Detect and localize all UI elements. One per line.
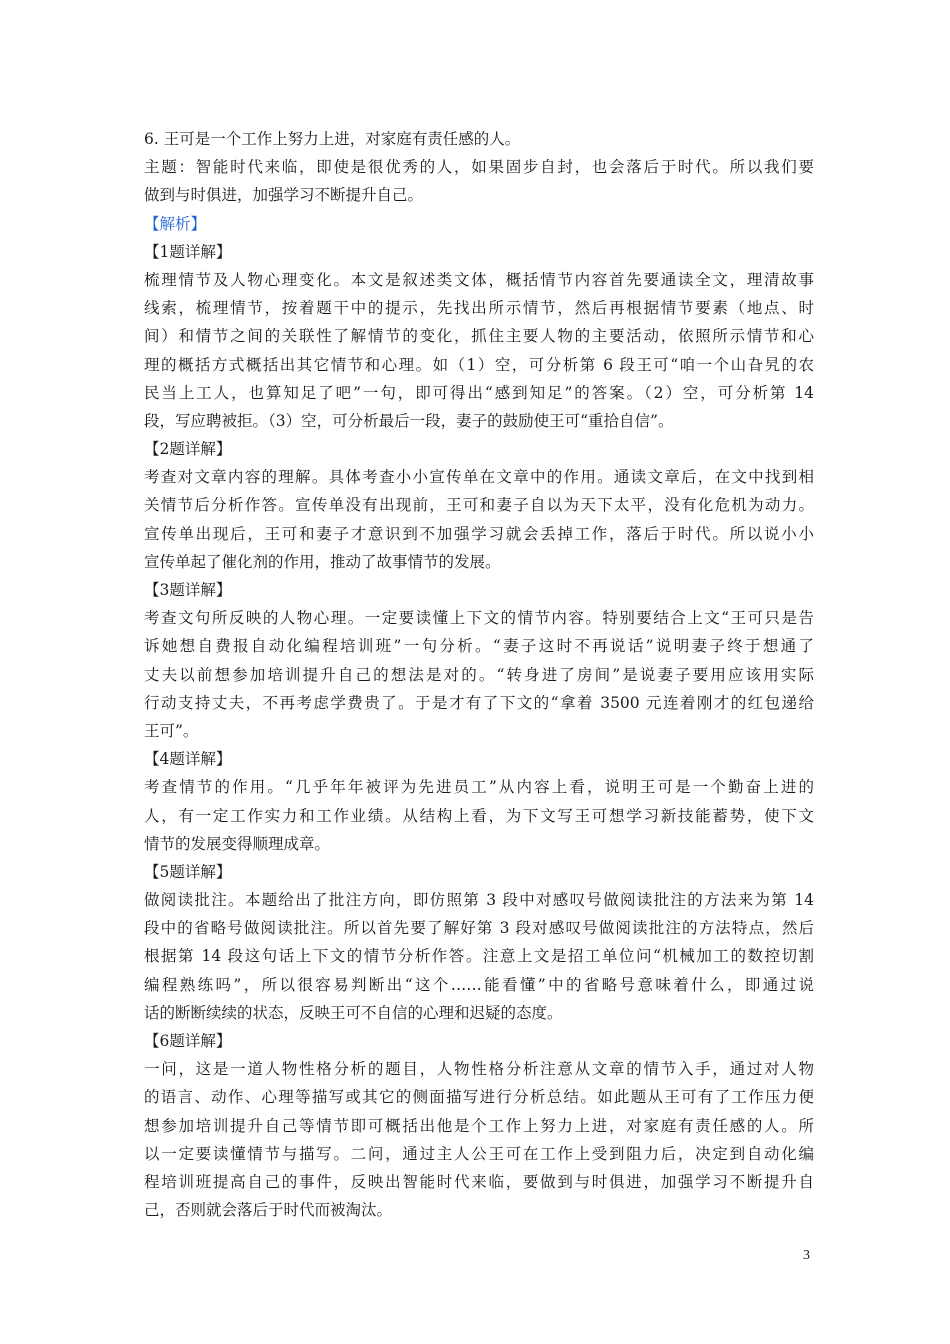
text-line: 的语言、动作、心理等描写或其它的侧面描写进行分析总结。如此题从王可有了工作压力便 [144, 1088, 814, 1107]
text-line: 【2题详解】 [144, 440, 232, 459]
text-line: 根据第 14 段这句话上下文的情节分析作答。注意上文是招工单位问“机械加工的数控切割 [144, 947, 814, 966]
text-line: 诉她想自费报自动化编程培训班”一句分析。“妻子这时不再说话”说明妻子终于想通了 [144, 637, 814, 656]
text-line: 段中的省略号做阅读批注。所以首先要了解好第 3 段对感叹号做阅读批注的方法特点，然后 [144, 919, 814, 938]
text-line: 【5题详解】 [144, 862, 232, 881]
text-line: 人，有一定工作实力和工作业绩。从结构上看，为下文写王可想学习新技能蓄势，使下文 [144, 806, 814, 825]
text-line: 行动支持丈夫，不再考虑学费贵了。于是才有了下文的“拿着 3500 元连着刚才的红包递给 [144, 693, 814, 712]
text-line: 线索，梳理情节，按着题干中的提示，先找出所示情节，然后再根据情节要素（地点、时 [144, 299, 814, 318]
text-line: 民当上工人，也算知足了吧”一句，即可得出“感到知足”的答案。（2）空，可分析第 14 [144, 383, 814, 402]
text-line: 宣传单出现后，王可和妻子才意识到不加强学习就会丢掉工作，落后于时代。所以说小小 [144, 524, 814, 543]
text-line: 想参加培训提升自己等情节即可概括出他是个工作上努力上进，对家庭有责任感的人。所 [144, 1116, 814, 1135]
text-line: 程培训班提高自己的事件，反映出智能时代来临，要做到与时俱进，加强学习不断提升自 [144, 1172, 814, 1191]
text-line: 王可”。 [144, 721, 199, 740]
text-line: 情节的发展变得顺理成章。 [144, 834, 331, 853]
text-line: 一问，这是一道人物性格分析的题目，人物性格分析注意从文章的情节入手，通过对人物 [144, 1060, 814, 1079]
text-line: 【1题详解】 [144, 242, 232, 261]
text-line: 话的断断续续的状态，反映王可不自信的心理和迟疑的态度。 [144, 1003, 563, 1022]
text-line: 主题：智能时代来临，即使是很优秀的人，如果固步自封，也会落后于时代。所以我们要 [144, 158, 814, 177]
text-line: 考查对文章内容的理解。具体考查小小宣传单在文章中的作用。通读文章后，在文中找到相 [144, 468, 814, 487]
text-line: 己，否则就会落后于时代而被淘汰。 [144, 1201, 393, 1220]
text-line: 段，写应聘被拒。（3）空，可分析最后一段，妻子的鼓励使王可“重拾自信”。 [144, 411, 674, 430]
text-line: 【4题详解】 [144, 750, 232, 769]
text-line: 理的概括方式概括出其它情节和心理。如（1）空，可分析第 6 段王可“咱一个山旮旯的农 [144, 355, 814, 374]
text-line: 【6题详解】 [144, 1032, 232, 1050]
text-line: 宣传单起了催化剂的作用，推动了故事情节的发展。 [144, 552, 501, 571]
text-line: 间）和情节之间的关联性了解情节的变化，抓住主要人物的主要活动，依照所示情节和心 [144, 327, 814, 346]
text-line: 做到与时俱进，加强学习不断提升自己。 [144, 186, 424, 205]
text-line: 丈夫以前想参加培训提升自己的想法是对的。“转身进了房间”是说妻子要用应该用实际 [144, 665, 814, 684]
text-line: 梳理情节及人物心理变化。本文是叙述类文体，概括情节内容首先要通读全文，理清故事 [144, 270, 814, 289]
text-line: 【3题详解】 [144, 581, 232, 599]
text-line: 编程熟练吗”，所以很容易判断出“这个……能看懂”中的省略号意味着什么，即通过说 [144, 975, 814, 994]
text-line: 考查情节的作用。“几乎年年被评为先进员工”从内容上看，说明王可是一个勤奋上进的 [144, 778, 814, 797]
section-label: 【解析】 [144, 214, 207, 233]
page-number: 3 [803, 1248, 810, 1263]
text-line: 做阅读批注。本题给出了批注方向，即仿照第 3 段中对感叹号做阅读批注的方法来为第 14 [144, 891, 814, 910]
text-line: 6. 王可是一个工作上努力上进，对家庭有责任感的人。 [144, 130, 521, 148]
text-line: 关情节后分析作答。宣传单没有出现前，王可和妻子自以为天下太平，没有化危机为动力。 [144, 496, 814, 515]
text-line: 以一定要读懂情节与描写。二问，通过主人公王可在工作上受到阻力后，决定到自动化编 [144, 1144, 814, 1163]
text-line: 考查文句所反映的人物心理。一定要读懂上下文的情节内容。特别要结合上文“王可只是告 [144, 609, 814, 628]
page-body-text [144, 125, 814, 1224]
